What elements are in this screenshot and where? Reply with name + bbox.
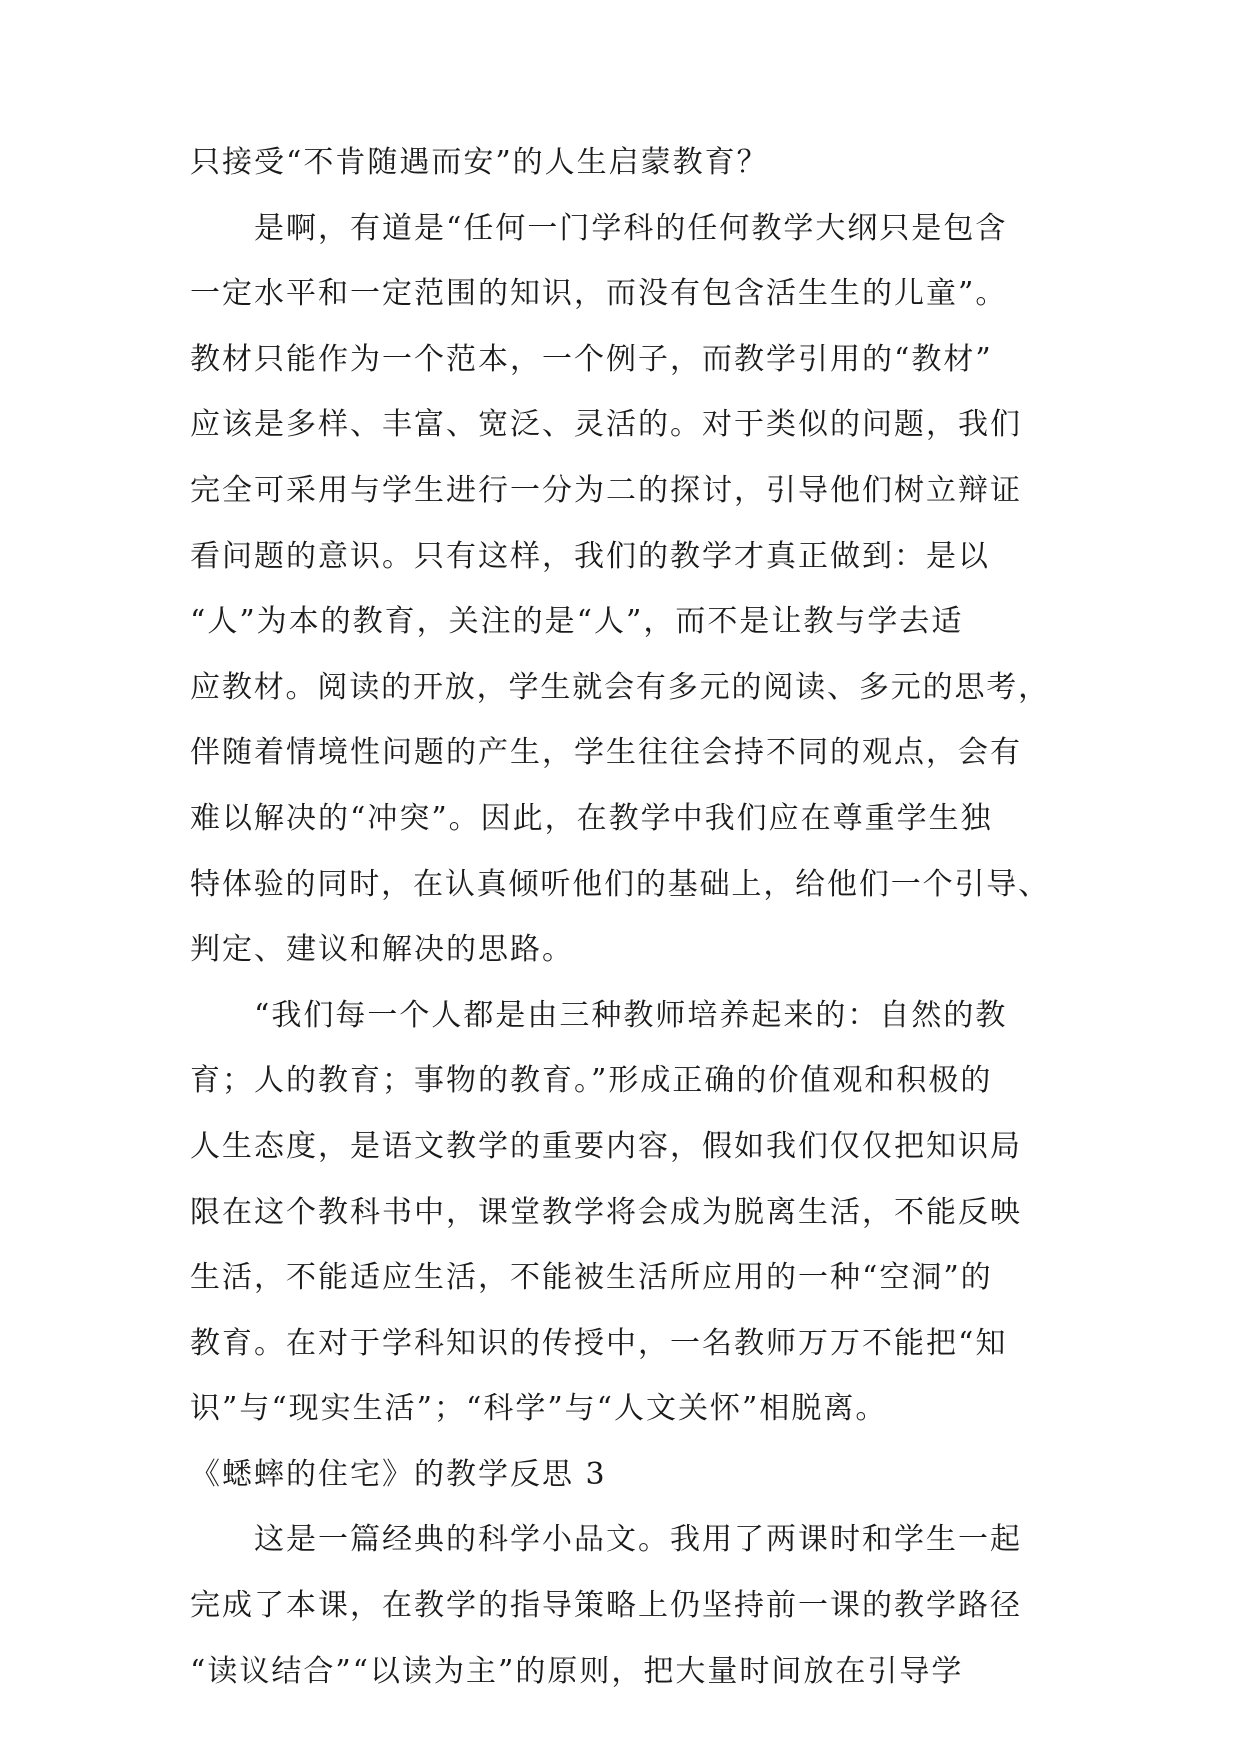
text-line: 特体验的同时，在认真倾听他们的基础上，给他们一个引导、 [190,866,1050,902]
text-line: 一定水平和一定范围的知识，而没有包含活生生的儿童”。 [190,276,1008,312]
text-line: 难以解决的“冲突”。因此，在教学中我们应在尊重学生独 [190,800,993,836]
text-line: “人”为本的教育，关注的是“人”，而不是让教与学去适 [190,604,964,640]
text-line: 这是一篇经典的科学小品文。我用了两课时和学生一起 [254,1522,1022,1558]
text-line: 看问题的意识。只有这样，我们的教学才真正做到：是以 [190,538,990,574]
text-line: “读议结合”“以读为主”的原则，把大量时间放在引导学 [190,1653,964,1689]
text-line: 《蟋蟀的住宅》的教学反思 3 [190,1456,607,1492]
text-line: 伴随着情境性问题的产生，学生往往会持不同的观点，会有 [190,735,1022,771]
text-line: 教育。在对于学科知识的传授中，一名教师万万不能把“知 [190,1325,1008,1361]
document-body [190,130,1050,1704]
text-line: 教材只能作为一个范本，一个例子，而教学引用的“教材” [190,341,993,377]
text-line: 判定、建议和解决的思路。 [190,932,574,968]
text-line: 应该是多样、丰富、宽泛、灵活的。对于类似的问题，我们 [190,407,1022,443]
text-line: “我们每一个人都是由三种教师培养起来的：自然的教 [254,997,1008,1033]
text-line: 人生态度，是语文教学的重要内容，假如我们仅仅把知识局 [190,1128,1022,1164]
text-line: 应教材。阅读的开放，学生就会有多元的阅读、多元的思考， [190,669,1050,705]
text-line: 完成了本课，在教学的指导策略上仍坚持前一课的教学路径 [190,1588,1022,1624]
text-line: 限在这个教科书中，课堂教学将会成为脱离生活，不能反映 [190,1194,1022,1230]
text-line: 识”与“现实生活”；“科学”与“人文关怀”相脱离。 [190,1391,888,1427]
text-line: 是啊，有道是“任何一门学科的任何教学大纲只是包含 [254,210,1008,246]
text-line: 育；人的教育；事物的教育。”形成正确的价值观和积极的 [190,1063,993,1099]
text-line: 完全可采用与学生进行一分为二的探讨，引导他们树立辩证 [190,472,1022,508]
text-line: 生活，不能适应生活，不能被生活所应用的一种“空洞”的 [190,1260,993,1296]
text-line: 只接受“不肯随遇而安”的人生启蒙教育？ [190,145,769,180]
